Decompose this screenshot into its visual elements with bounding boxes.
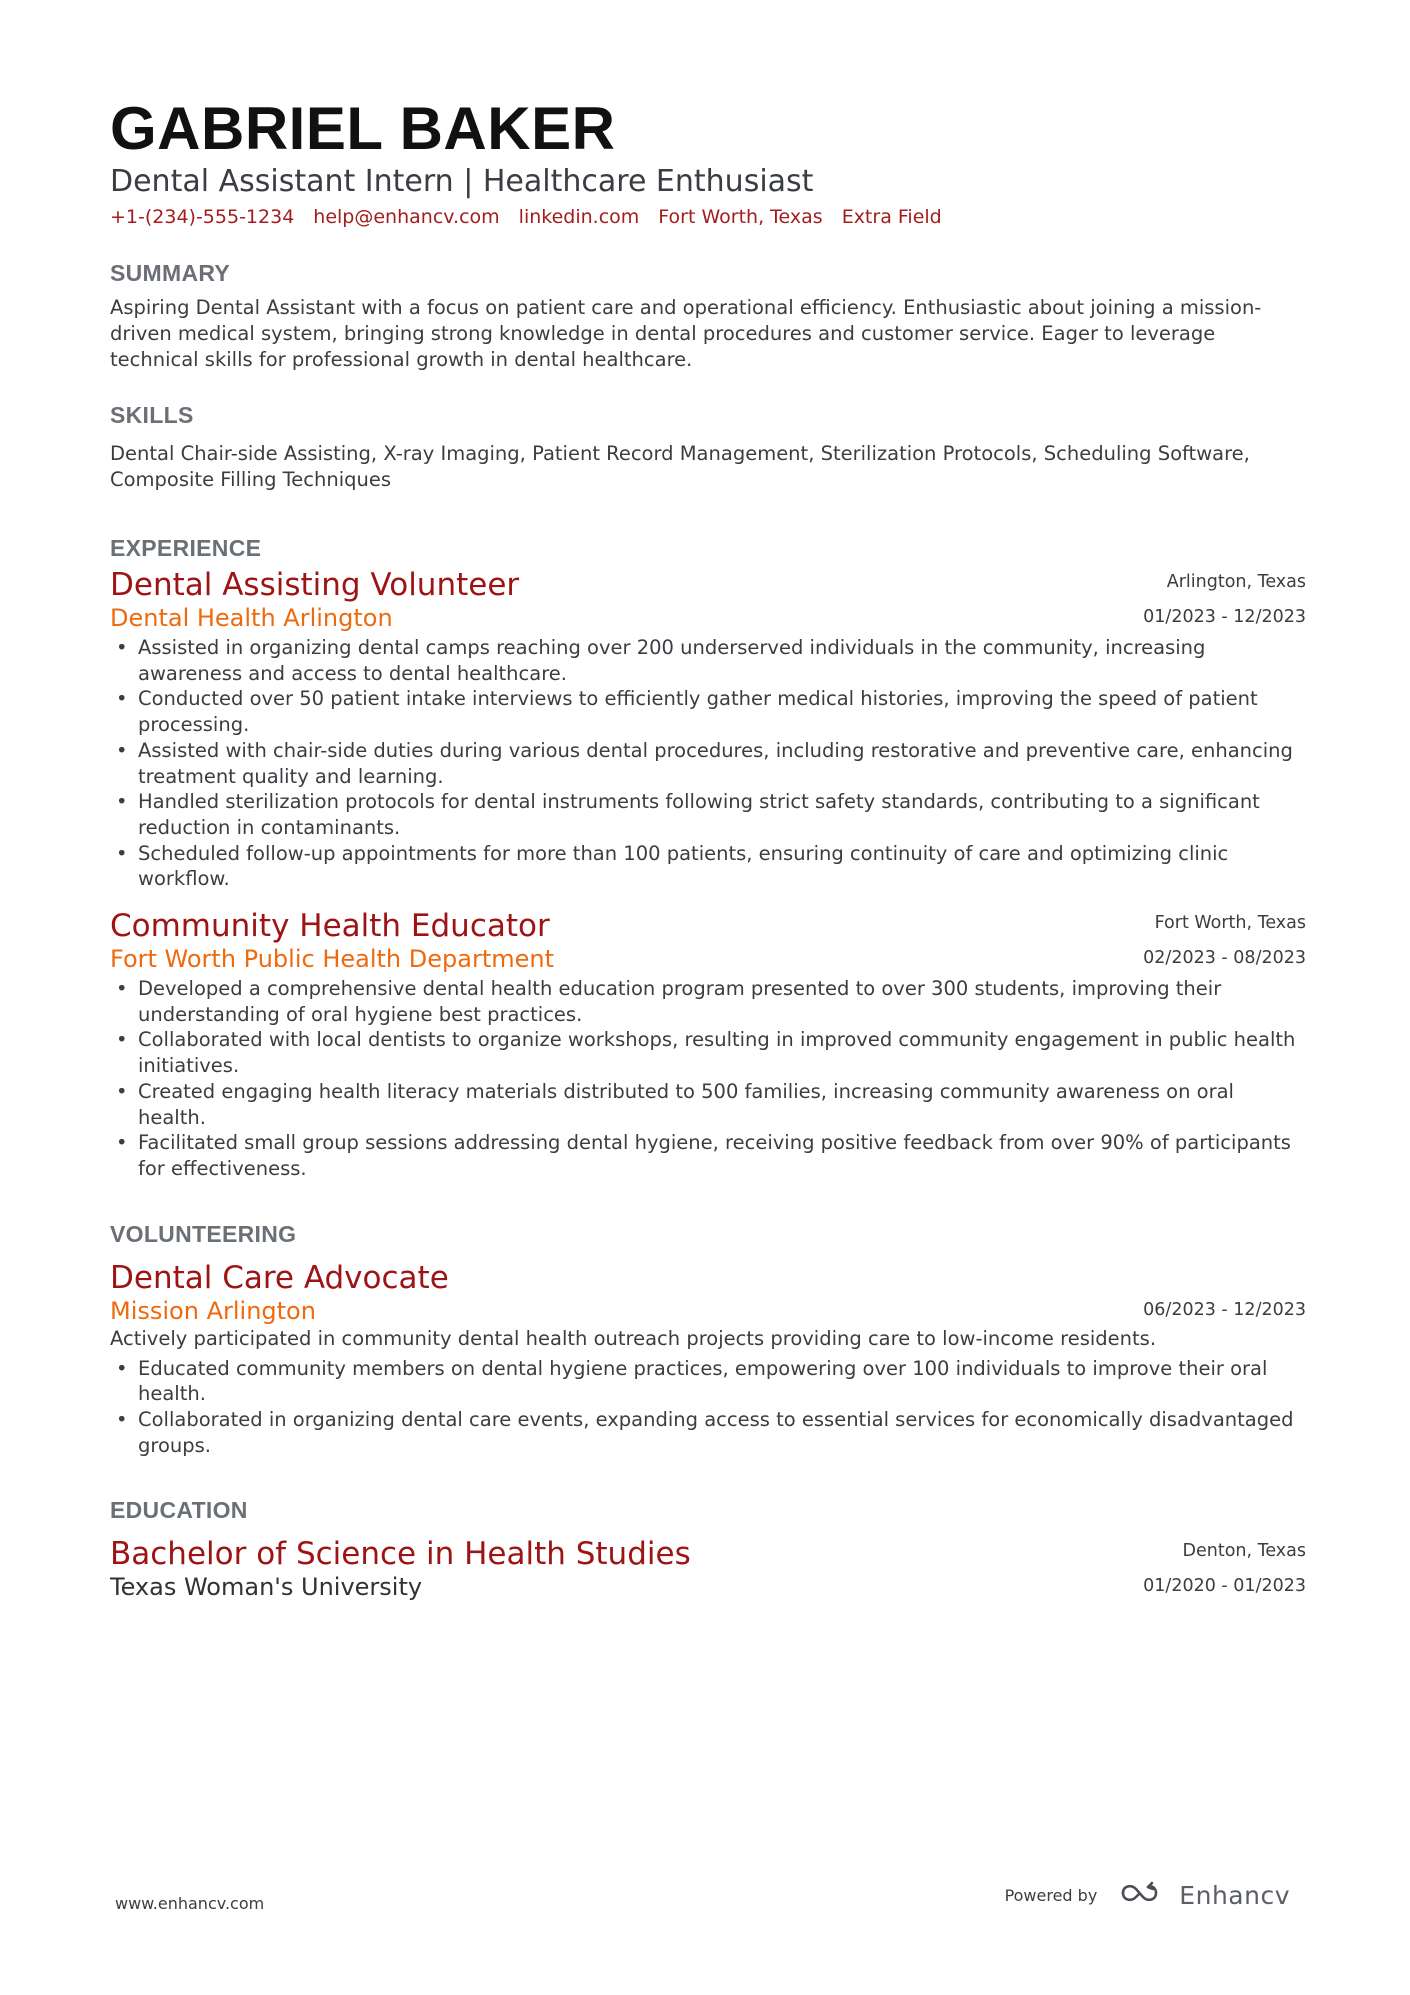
powered-by-label: Powered by	[1004, 1885, 1098, 1905]
volunteering-entry	[110, 1260, 1306, 1459]
skills-text: Dental Chair-side Assisting, X-ray Imaging, Patient Record Management, Sterilization Protocols, Scheduling Software, Composite Filling Techniques	[110, 442, 1250, 491]
entry-degree: Bachelor of Science in Health Studies	[110, 1536, 691, 1573]
contact-phone[interactable]: +1-(234)-555-1234	[110, 206, 295, 228]
list-item: • Scheduled follow-up appointments for more than 100 patients, ensuring continuity of care and optimizing clinic workflow.	[110, 841, 1306, 892]
entry-bullet-list	[110, 1356, 1306, 1459]
list-item: • Assisted with chair-side duties during various dental procedures, including restorative and preventive care, enhancing treatment quality and learning.	[110, 738, 1306, 789]
entry-description: Actively participated in community dental health outreach projects providing care to low-income residents.	[110, 1326, 1157, 1350]
contact-line	[110, 205, 1306, 229]
entry-school: Texas Woman's University	[110, 1573, 423, 1602]
entry-dates: 06/2023 - 12/2023	[1143, 1299, 1306, 1320]
entry-organization: Fort Worth Public Health Department	[110, 945, 554, 974]
contact-extra-field: Extra Field	[841, 206, 942, 228]
education-section	[110, 1496, 1306, 1602]
list-item: • Facilitated small group sessions addressing dental hygiene, receiving positive feedback from over 90% of participants for effectiveness.	[110, 1130, 1306, 1181]
contact-location: Fort Worth, Texas	[658, 206, 823, 228]
entry-location: Fort Worth, Texas	[1154, 913, 1306, 934]
entry-dates: 01/2020 - 01/2023	[1143, 1576, 1306, 1597]
footer-website[interactable]: www.enhancv.com	[115, 1894, 265, 1913]
list-item: • Conducted over 50 patient intake interviews to efficiently gather medical histories, improving the speed of patient processing.	[110, 686, 1306, 737]
entry-role: Dental Care Advocate	[110, 1259, 449, 1296]
list-item: • Assisted in organizing dental camps reaching over 200 underserved individuals in the community, increasing awareness and access to dental healthcare.	[110, 635, 1306, 686]
entry-location: Denton, Texas	[1182, 1541, 1306, 1562]
list-item: • Created engaging health literacy materials distributed to 500 families, increasing community awareness on oral health.	[110, 1079, 1306, 1130]
experience-entry	[110, 567, 1306, 892]
entry-bullet-list	[110, 635, 1306, 892]
experience-title: EXPERIENCE	[110, 535, 262, 561]
list-item: • Handled sterilization protocols for dental instruments following strict safety standards, contributing to a significant reduction in contaminants.	[110, 789, 1306, 840]
list-item: • Collaborated in organizing dental care events, expanding access to essential services for economically disadvantaged groups.	[110, 1407, 1306, 1458]
footer-branding	[1005, 1880, 1290, 1910]
contact-linkedin[interactable]: linkedin.com	[518, 206, 640, 228]
skills-section	[110, 401, 1306, 493]
entry-role: Dental Assisting Volunteer	[110, 567, 520, 603]
experience-entry	[110, 908, 1306, 1182]
contact-email[interactable]: help@enhancv.com	[313, 206, 500, 228]
summary-section	[110, 259, 1306, 373]
resume-content	[110, 96, 1306, 1602]
entry-organization: Dental Health Arlington	[110, 604, 393, 632]
candidate-headline: Dental Assistant Intern | Healthcare Enthusiast	[110, 164, 814, 199]
volunteering-title: VOLUNTEERING	[110, 1220, 297, 1247]
skills-title: SKILLS	[110, 402, 194, 428]
entry-bullet-list	[110, 976, 1306, 1182]
entry-dates: 01/2023 - 12/2023	[1143, 607, 1306, 627]
entry-location: Arlington, Texas	[1166, 572, 1306, 592]
entry-organization: Mission Arlington	[110, 1296, 316, 1325]
education-title: EDUCATION	[110, 1497, 248, 1524]
list-item: • Developed a comprehensive dental health education program presented to over 300 students, improving their understanding of oral hygiene best practices.	[110, 976, 1306, 1027]
candidate-name: GABRIEL BAKER	[110, 95, 616, 162]
experience-section	[110, 534, 1306, 1182]
list-item: • Collaborated with local dentists to organize workshops, resulting in improved community engagement in public health initiatives.	[110, 1027, 1306, 1078]
volunteering-section	[110, 1220, 1306, 1459]
summary-text: Aspiring Dental Assistant with a focus on patient care and operational efficiency. Enthusiastic about joining a mission-driven medical system, bringing strong knowledge in dental procedures and customer service. Eager to leverage technical skills for professional growth in dental healthcare.	[110, 296, 1262, 371]
entry-role: Community Health Educator	[110, 908, 550, 945]
list-item: • Educated community members on dental hygiene practices, empowering over 100 individuals to improve their oral health.	[110, 1356, 1306, 1407]
enhancv-logo-icon	[1119, 1880, 1165, 1910]
header	[110, 96, 1306, 229]
summary-title: SUMMARY	[110, 260, 231, 286]
education-entry	[110, 1536, 1306, 1602]
entry-dates: 02/2023 - 08/2023	[1143, 948, 1306, 969]
brand-name: Enhancv	[1179, 1880, 1290, 1910]
